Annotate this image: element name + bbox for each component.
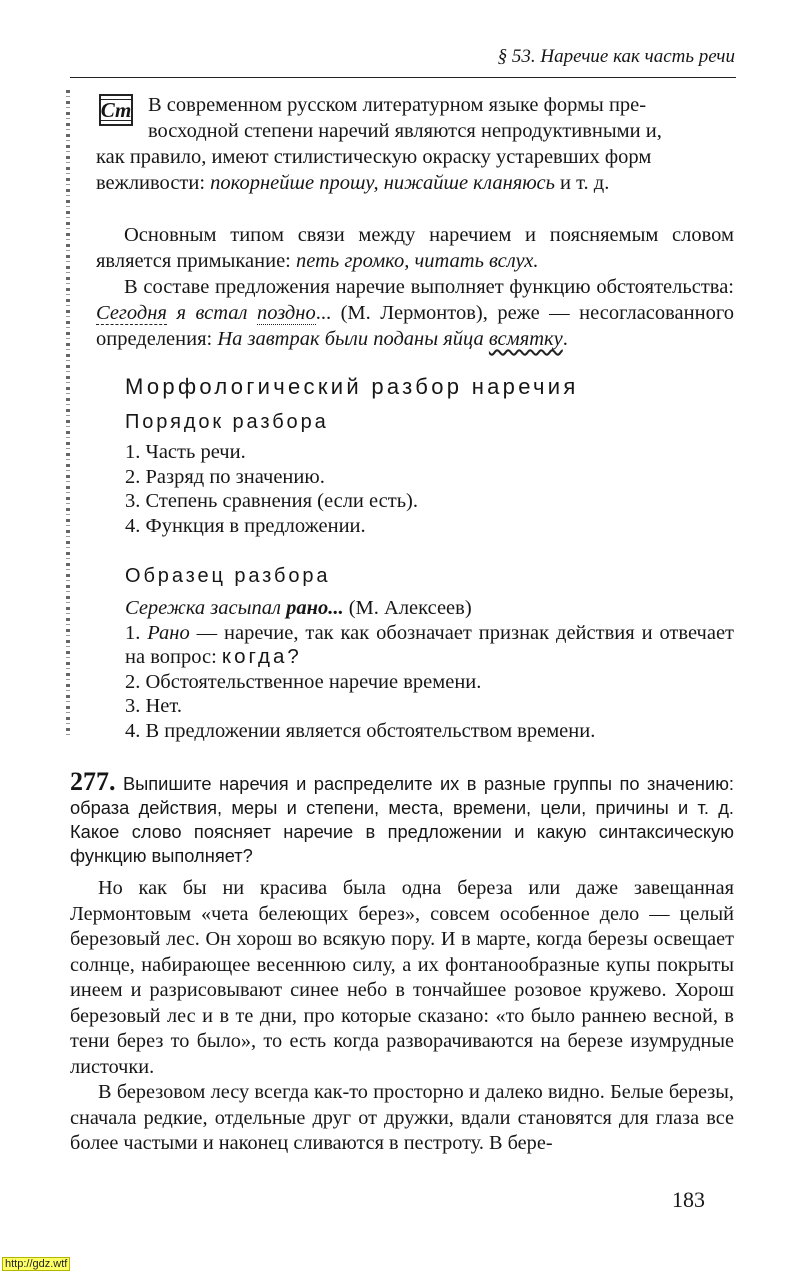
- text-paragraph-1: Но как бы ни красива была одна береза или даже завещанная Лермонтовым «чета белеющих берез», совсем особенное дело — целый березовый лес. Он хорош во всякую пору. И в марте, когда березы освещает солнце, набирающее весеннюю силу, а их фонтанообразные купы покрыты инеем и разрисовывают синее небо в тончайшее розовое кружево. Хорош березовый лес и в те дни, про которые сказано: «то было раннею весной, в тени берез то было», то есть когда разворачиваются на березе изумрудные листочки.: [70, 877, 734, 1078]
- order-list: [125, 440, 734, 538]
- order-item: 1. Часть речи.: [125, 441, 246, 463]
- note-line-3: как правило, имеют стилистическую окраску устаревших форм: [96, 146, 652, 168]
- watermark-link[interactable]: http://gdz.wtf: [2, 1257, 70, 1271]
- header-rule: [70, 77, 736, 78]
- style-note: [96, 92, 734, 196]
- exercise-number: 277.: [70, 767, 116, 796]
- sample-heading: Образец разбора: [125, 565, 331, 587]
- sample-item-4: 4. В предложении является обстоятельством времени.: [125, 719, 596, 742]
- exercise-277: [70, 767, 734, 868]
- note-line-4: вежливости: покорнейше прошу, нижайше кланяюсь и т. д.: [96, 172, 610, 194]
- paragraph-connection: Основным типом связи между наречием и поясняемым словом является примыкание: петь громко, читать вслух. В составе предложения наречие выполняет функцию обстоятельства: Сегодня я встал поздно... (М. Лермонтов), реже — несогласованного определения: На завтрак были поданы яйца всмятку.: [96, 224, 734, 350]
- exercise-task: Выпишите наречия и распределите их в разные группы по значению: образа действия, меры и степени, места, времени, цели, причины и т. д. Какое слово поясняет наречие в предложении и какую синтаксическую функцию выполняет?: [70, 773, 734, 866]
- running-header: § 53. Наречие как часть речи: [497, 46, 735, 67]
- note-line-2: восходной степени наречий являются непродуктивными и,: [148, 120, 662, 142]
- morph-heading: Морфологический разбор наречия: [125, 374, 579, 399]
- order-item: 3. Степень сравнения (если есть).: [125, 490, 418, 512]
- order-item: 4. Функция в предложении.: [125, 514, 366, 537]
- note-line-1: В современном русском литературном языке формы пре-: [148, 94, 647, 116]
- paragraph-function: В составе предложения наречие выполняет функцию обстоятельства: Сегодня я встал поздно... (М. Лермонтов), реже — несогласованного определения: На завтрак были поданы яйца всмятку.: [96, 276, 734, 350]
- text-paragraph-2: В березовом лесу всегда как-то просторно и далеко видно. Белые березы, сначала редкие, отдельные друг от дружки, вдали становятся для глаза все более частыми и наконец сливаются в пестроту. В бере-: [70, 1081, 734, 1154]
- sample-item-3: 3. Нет.: [125, 695, 182, 717]
- order-heading: Порядок разбора: [125, 411, 329, 433]
- exercise-text: [70, 876, 734, 1157]
- margin-marks: [66, 90, 70, 736]
- sample-sentence: Сережка засыпал рано... (М. Алексеев): [125, 597, 472, 619]
- style-note-icon: Ст: [99, 94, 133, 126]
- page-number: 183: [672, 1187, 705, 1212]
- order-item: 2. Разряд по значению.: [125, 465, 325, 488]
- sample-item-1: 1. Рано — наречие, так как обозначает признак действия и отвечает на вопрос: когда?: [125, 621, 734, 668]
- sample-analysis: [125, 596, 734, 743]
- sample-item-2: 2. Обстоятельственное наречие времени.: [125, 670, 482, 693]
